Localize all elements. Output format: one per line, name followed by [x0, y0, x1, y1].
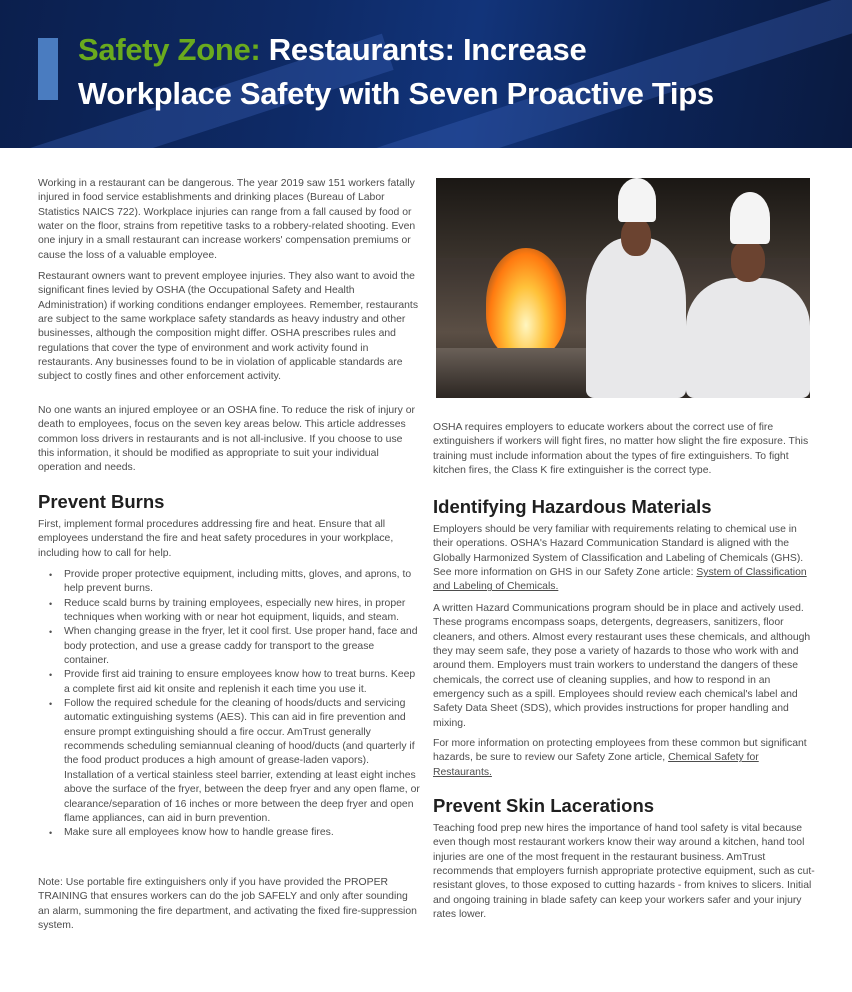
- flame: [486, 248, 566, 358]
- intro-paragraph: Working in a restaurant can be dangerous. The year 2019 saw 151 workers fatally injured in food service establishments and drinking places (Bureau of Labor Statistics NAICS 722). Workplace injuries can range from a fall caused by food or water on the floor, strains from repetitive tasks to a robbery-related shooting. Even one injury in a small restaurant can increase workers' compensation premiums or cause the loss of a valuable employee.: [38, 178, 416, 261]
- list-item: • Follow the required schedule for the cleaning of hoods/ducts and servicing automatic extinguishing systems (AES). This can aid in fire prevention and ensure prompt extinguishing should a fire occur. AmTrust generally recommends scheduling semiannual cleaning of hood/ducts (and quarterly if the food product produces a high amount of grease-laden vapors). Installation of a vertical stainless steel barrier, extending at least eight inches above the surface of the fryer, between the deep fryer and any open flame, or clearance/separation of 16 inches or more between the deep fryer and open flame appliances, can aid in burn prevention.: [64, 697, 420, 826]
- page-title: [78, 28, 714, 116]
- hazmat-paragraph: A written Hazard Communications program should be in place and actively used. These programs encompass soaps, detergents, degreasers, sanitizers, floor cleaners, and others. Almost every restaurant uses these chemicals, and although they may seem safe, they pose a variety of hazards to those who work with and around them. Employers must train workers to understand the dangers of these chemicals, the correct use of cleaning supplies, and how to respond in an emergency such as a spill. Employees should review each chemical's label and Safety Data Sheet (SDS), which provides instructions for proper handling and mixing.: [433, 603, 811, 729]
- lacerations-paragraph: Teaching food prep new hires the importance of hand tool safety is vital because even though most restaurant workers know their way around a kitchen, hand tool injuries are one of the most frequent in the restaurant business. AmTrust recommends that employers furnish appropriate protective equipment, such as cut-resistant gloves, to those exposed to cutting hazards - from knives to slicers. Initial and ongoing training in blade safety can keep your workers safer and your injury rates lower.: [433, 823, 815, 921]
- section-heading-burns: Prevent Burns: [38, 491, 165, 512]
- section-heading-lacerations: Prevent Skin Lacerations: [433, 795, 655, 816]
- chef-face: [621, 218, 651, 256]
- list-item: • Provide proper protective equipment, including mitts, gloves, and aprons, to help prevent burns.: [64, 568, 420, 597]
- accent-bar: [38, 38, 58, 100]
- intro-paragraph: No one wants an injured employee or an OSHA fine. To reduce the risk of injury or death to employees, focus on the seven key areas below. This article addresses common loss drivers in restaurants and is not all-inclusive. If you choose to use this information, it should be modified as appropriate to suit your individual operation and needs.: [38, 405, 415, 474]
- list-item: • Reduce scald burns by training employees, especially new hires, in proper techniques when working with or near hot equipment, liquids, and steam.: [64, 597, 420, 626]
- title-line-2: Workplace Safety with Seven Proactive Tips: [78, 76, 714, 111]
- burns-list: [38, 568, 420, 841]
- list-item: • Make sure all employees know how to handle grease fires.: [64, 826, 420, 840]
- brand-label: Safety Zone:: [78, 32, 261, 67]
- hazmat-paragraph: [433, 737, 815, 780]
- burns-note: Note: Use portable fire extinguishers only if you have provided the PROPER TRAINING that ensures workers can do the job SAFELY and only after sounding an alarm, summoning the fire department, and activating the fixed fire-suppression system.: [38, 877, 417, 932]
- chef-hat: [730, 192, 770, 244]
- list-item: • When changing grease in the fryer, let it cool first. Use proper hand, face and body protection, and use a grease caddy for transport to the grease container.: [64, 625, 420, 668]
- hazmat-text: For more information on protecting employees from these common but significant hazards, be sure to review our Safety Zone article,: [433, 738, 807, 764]
- chemical-safety-article-link[interactable]: Chemical Safety for Restaurants.: [433, 752, 759, 778]
- title-line-1: Restaurants: Increase: [268, 32, 587, 67]
- chef-hat: [618, 178, 656, 222]
- section-heading-hazmat: Identifying Hazardous Materials: [433, 496, 712, 517]
- chefs-cooking-photo: [436, 178, 810, 398]
- header-banner: [0, 0, 852, 148]
- ghs-article-link[interactable]: System of Classification and Labeling of Chemicals.: [433, 567, 807, 593]
- chef-face: [731, 240, 765, 282]
- intro-paragraph: Restaurant owners want to prevent employee injuries. They also want to avoid the significant fines levied by OSHA (the Occupational Safety and Health Administration) if working conditions endanger employees. Remember, restaurants are subject to the same workplace safety standards as heavy industry and other businesses, although the composition might differ. OSHA prescribes rules and regulations that cover the type of environment and work activity found in restaurants. Any businesses found to be in violation of applicable standards are subject to costly fines and other enforcement activity.: [38, 271, 419, 383]
- hazmat-text: Employers should be very familiar with requirements relating to chemical use in their operations. OSHA's Hazard Communication Standard is aligned with the Globally Harmonized System of Classification and Labeling of Chemicals (GHS). See more information on GHS in our Safety Zone article:: [433, 524, 804, 579]
- burns-intro: First, implement formal procedures addressing fire and heat. Ensure that all employees understand the fire and heat safety procedures in your workplace, including how to call for help.: [38, 519, 394, 559]
- chef-figure: [686, 278, 810, 398]
- chef-figure: [586, 238, 686, 398]
- extinguisher-paragraph: OSHA requires employers to educate workers about the correct use of fire extinguishers if workers will fight fires, no matter how slight the fire exposure. This training must include information about the types of fire extinguishers. To fight kitchen fires, the Class K fire extinguisher is the correct type.: [433, 422, 809, 477]
- list-item: • Provide first aid training to ensure employees know how to treat burns. Keep a complete first aid kit onsite and replenish it each time you use it.: [64, 668, 420, 697]
- hazmat-paragraph: [433, 523, 815, 595]
